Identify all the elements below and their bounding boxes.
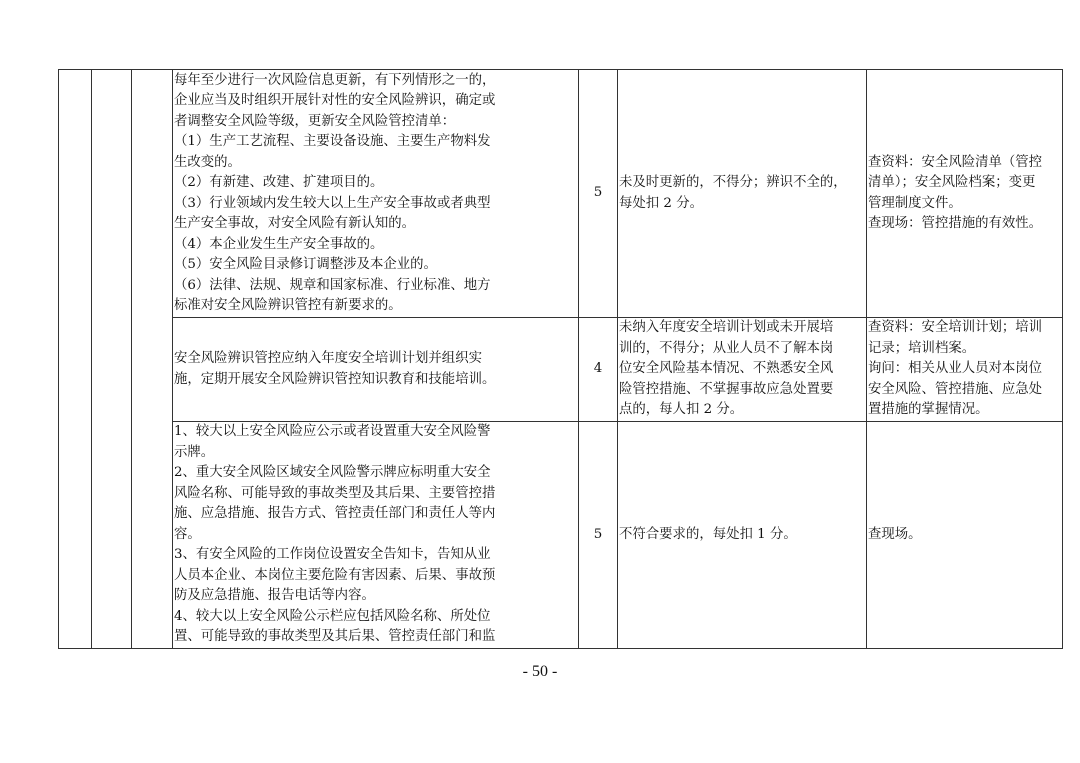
requirement-line: 生改变的。 — [174, 154, 241, 170]
table-row — [59, 422, 1063, 649]
requirement-line: （5）安全风险目录修订调整涉及本企业的。 — [174, 257, 437, 272]
requirement-cell — [173, 318, 579, 422]
requirement-line: （1）生产工艺流程、主要设备设施、主要生产物料发 — [174, 134, 491, 149]
requirement-line: 标准对安全风险辨识管控有新要求的。 — [174, 298, 402, 313]
criteria-line: 未纳入年度安全培训计划或未开展培 — [619, 320, 834, 336]
requirement-line: 企业应当及时组织开展针对性的安全风险辨识，确定或 — [174, 93, 496, 108]
score-cell: 5 — [579, 422, 618, 649]
method-cell — [867, 318, 1063, 422]
requirement-line: 置、可能导致的事故类型及其后果、管控责任部门和监 — [174, 629, 496, 644]
criteria-line: 训的，不得分；从业人员不了解本岗 — [619, 340, 834, 356]
method-line: 管理制度文件。 — [868, 195, 962, 211]
requirement-line: 3、有安全风险的工作岗位设置安全告知卡，告知从业 — [174, 547, 491, 562]
requirement-line: 防及应急措施、报告电话等内容。 — [174, 588, 375, 603]
method-line: 记录；培训档案。 — [868, 340, 976, 356]
requirement-line: 安全风险辨识管控应纳入年度安全培训计划并组织实 — [174, 351, 482, 366]
criteria-cell — [618, 318, 867, 422]
criteria-line: 位安全风险基本情况、不熟悉安全风 — [619, 361, 834, 377]
requirement-line: 2、重大安全风险区域安全风险警示牌应标明重大安全 — [174, 465, 491, 480]
method-line: 置措施的掌握情况。 — [868, 402, 989, 418]
category-cell — [59, 70, 92, 649]
subcategory-cell — [92, 70, 132, 649]
requirement-cell — [173, 70, 579, 318]
criteria-line: 未及时更新的，不得分；辨识不全的， — [619, 175, 847, 190]
requirement-line: （4）本企业发生生产安全事故的。 — [174, 236, 384, 252]
requirement-cell — [173, 422, 579, 649]
method-line: 清单）；安全风险档案；变更 — [868, 175, 1036, 190]
requirement-line: 风险名称、可能导致的事故类型及其后果、主要管控措 — [174, 485, 496, 501]
criteria-line: 不符合要求的，每处扣 1 分。 — [619, 526, 797, 542]
requirement-line: 施，定期开展安全风险辨识管控知识教育和技能培训。 — [174, 371, 496, 387]
method-line: 查资料：安全风险清单（管控 — [868, 154, 1043, 170]
method-line: 查现场。 — [868, 526, 922, 542]
requirement-line: 者调整安全风险等级，更新安全风险管控清单： — [174, 113, 456, 129]
method-line: 查资料：安全培训计划；培训 — [868, 320, 1043, 336]
page-number: - 50 - — [522, 663, 558, 680]
criteria-line: 点的，每人扣 2 分。 — [619, 402, 744, 418]
method-line: 安全风险、管控措施、应急处 — [868, 381, 1043, 397]
method-line: 查现场：管控措施的有效性。 — [868, 216, 1043, 231]
table-row — [59, 70, 1063, 318]
requirement-line: 施、应急措施、报告方式、管控责任部门和责任人等内 — [174, 506, 496, 521]
requirement-line: 容。 — [174, 526, 201, 542]
requirement-line: （3）行业领域内发生较大以上生产安全事故或者典型 — [174, 195, 491, 211]
requirement-line: （6）法律、法规、规章和国家标准、行业标准、地方 — [174, 277, 491, 293]
requirement-line: 生产安全事故，对安全风险有新认知的。 — [174, 216, 416, 231]
assessment-table — [58, 69, 1063, 649]
requirement-line: 示牌。 — [174, 444, 215, 460]
requirement-line: 4、较大以上安全风险公示栏应包括风险名称、所处位 — [174, 608, 491, 624]
requirement-line: 每年至少进行一次风险信息更新，有下列情形之一的， — [174, 72, 496, 88]
requirement-line: 1、较大以上安全风险应公示或者设置重大安全风险警 — [174, 424, 491, 439]
criteria-line: 每处扣 2 分。 — [619, 195, 703, 211]
requirement-line: （2）有新建、改建、扩建项目的。 — [174, 175, 384, 190]
method-line: 询问：相关从业人员对本岗位 — [868, 361, 1043, 377]
requirement-line: 人员本企业、本岗位主要危险有害因素、后果、事故预 — [174, 567, 496, 583]
table-row — [59, 318, 1063, 422]
score-cell: 5 — [579, 70, 618, 318]
criteria-cell — [618, 422, 867, 649]
item-cell — [132, 70, 173, 649]
criteria-line: 险管控措施、不掌握事故应急处置要 — [619, 381, 834, 397]
criteria-cell — [618, 70, 867, 318]
score-cell: 4 — [579, 318, 618, 422]
method-cell — [867, 70, 1063, 318]
method-cell — [867, 422, 1063, 649]
